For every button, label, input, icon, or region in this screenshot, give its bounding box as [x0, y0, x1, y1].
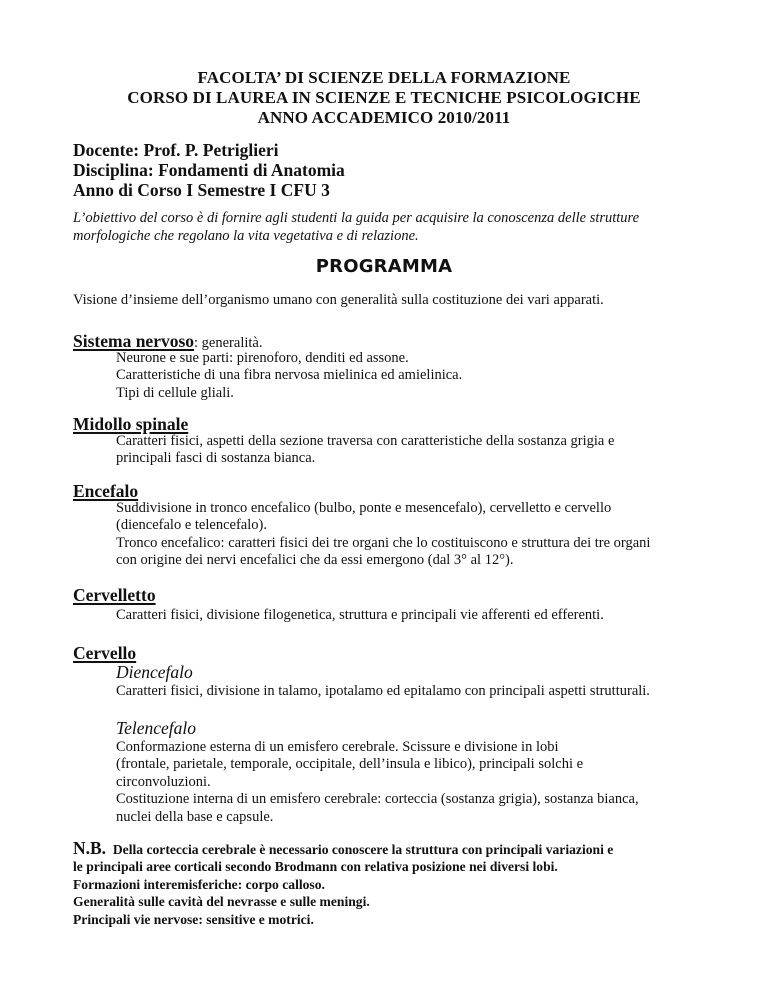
- faculty-title: FACOLTA’ DI SCIENZE DELLA FORMAZIONE: [197, 68, 571, 87]
- section-midollo-spinale-heading: [73, 414, 188, 434]
- section-line: Neurone e sue parti: pirenoforo, denditi ed assone.: [116, 350, 409, 366]
- section-line: (diencefalo e telencefalo).: [116, 517, 267, 534]
- section-title-tail: : generalità.: [194, 335, 263, 351]
- section-title: Sistema nervoso: [73, 331, 195, 351]
- section-line: principali fasci di sostanza bianca.: [116, 450, 316, 467]
- academic-year: ANNO ACCADEMICO 2010/2011: [257, 108, 511, 127]
- section-line: Caratteri fisici, divisione filogenetica, struttura e principali vie afferenti ed efferenti.: [116, 607, 604, 623]
- section-line: Caratteristiche di una fibra nervosa mielinica ed amielinica.: [116, 367, 463, 384]
- nb-text: Della corteccia cerebrale è necessario conoscere la struttura con principali variazioni e: [106, 842, 614, 857]
- section-encefalo-heading: [73, 481, 138, 501]
- section-sistema-nervoso-body: [116, 350, 746, 402]
- section-title: Midollo spinale: [73, 414, 189, 434]
- disciplina: Disciplina: Fondamenti di Anatomia: [73, 160, 345, 180]
- section-line: circonvoluzioni.: [116, 773, 211, 790]
- section-line: nuclei della base e capsule.: [116, 808, 274, 825]
- section-line: con origine dei nervi encefalici che da essi emergono (dal 3° al 12°).: [116, 552, 514, 569]
- nb-line: Generalità sulle cavità del nevrasse e sulle meningi.: [73, 894, 370, 910]
- subsection-diencefalo-heading: Diencefalo: [116, 662, 193, 682]
- section-line: Tipi di cellule gliali.: [116, 384, 234, 401]
- programma-intro: Visione d’insieme dell’organismo umano con generalità sulla costituzione dei vari apparati.: [73, 292, 604, 308]
- nb-line: le principali aree corticali secondo Brodmann con relativa posizione nei diversi lobi.: [73, 859, 558, 875]
- section-line: (frontale, parietale, temporale, occipitale, dell’insula e libico), principali solchi e: [116, 756, 584, 773]
- anno-corso: Anno di Corso I Semestre I CFU 3: [73, 180, 330, 200]
- course-objective: [73, 210, 733, 245]
- section-line: Costituzione interna di un emisfero cerebrale: corteccia (sostanza grigia), sostanza bianca,: [116, 791, 639, 808]
- section-cervello-heading: [73, 643, 136, 663]
- programma-heading: PROGRAMMA: [315, 256, 453, 277]
- section-cervelletto-heading: [73, 585, 156, 605]
- docente: Docente: Prof. P. Petriglieri: [73, 140, 279, 160]
- subsection-diencefalo-body: [116, 683, 746, 700]
- nb-line: Principali vie nervose: sensitive e motrici.: [73, 911, 314, 927]
- section-line: Caratteri fisici, divisione in talamo, ipotalamo ed epitalamo con principali aspetti strutturali.: [116, 683, 650, 699]
- section-line: Suddivisione in tronco encefalico (bulbo, ponte e mesencefalo), cervelletto e cervello: [116, 500, 612, 516]
- section-encefalo-body: [116, 500, 746, 570]
- section-title: Encefalo: [73, 481, 139, 501]
- section-midollo-spinale-body: [116, 433, 746, 468]
- objective-line: morfologiche che regolano la vita vegetativa e di relazione.: [73, 227, 419, 244]
- subsection-telencefalo-body: [116, 739, 746, 826]
- section-title: Cervelletto: [73, 585, 156, 605]
- section-line: Caratteri fisici, aspetti della sezione traversa con caratteristiche della sostanza grigia e: [116, 433, 615, 449]
- section-line: Tronco encefalico: caratteri fisici dei tre organi che lo costituiscono e struttura dei tre organi: [116, 534, 651, 551]
- objective-line: L’obiettivo del corso è di fornire agli studenti la guida per acquisire la conoscenza delle strutture: [73, 210, 640, 226]
- nb-mark: N.B.: [73, 838, 107, 858]
- nota-bene: [73, 840, 763, 928]
- section-title: Cervello: [73, 643, 137, 663]
- nb-line: [73, 840, 763, 858]
- nb-line: Formazioni interemisferiche: corpo calloso.: [73, 876, 325, 892]
- section-line: Conformazione esterna di un emisfero cerebrale. Scissure e divisione in lobi: [116, 739, 559, 755]
- section-cervelletto-body: [116, 607, 746, 624]
- subsection-telencefalo-heading: Telencefalo: [116, 718, 197, 738]
- course-title: CORSO DI LAUREA IN SCIENZE E TECNICHE PSICOLOGICHE: [127, 88, 641, 107]
